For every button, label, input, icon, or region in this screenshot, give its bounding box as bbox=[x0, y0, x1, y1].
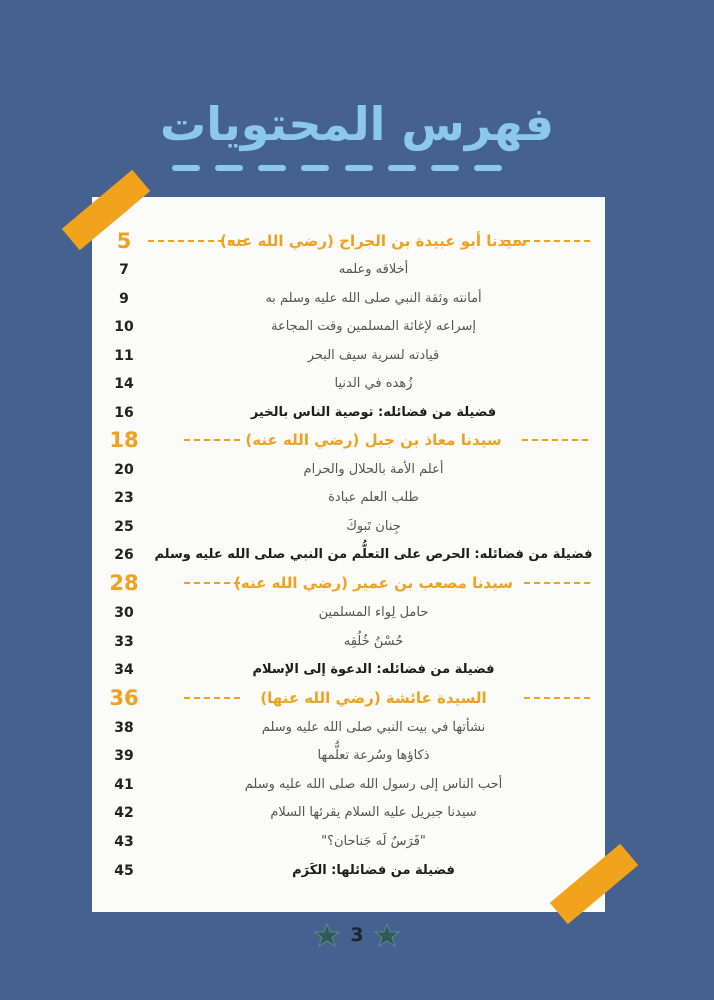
toc-item[interactable] bbox=[92, 484, 605, 512]
star-icon bbox=[314, 922, 340, 948]
toc-page-number: 42 bbox=[114, 805, 134, 821]
toc-item-title: فضيلة من فضائله: توصية الناس بالخير bbox=[250, 405, 497, 420]
toc-item-title: فضيلة من فضائله: الدعوة إلى الإسلام bbox=[252, 662, 495, 677]
toc-item[interactable] bbox=[92, 857, 605, 885]
toc-page-number: 41 bbox=[114, 777, 134, 793]
toc-item-title: إسراعه لإغاثة المسلمين وقت المجاعة bbox=[270, 319, 477, 334]
toc-item[interactable] bbox=[92, 714, 605, 742]
toc-item-title: طلب العلم عبادة bbox=[328, 490, 419, 505]
toc-item[interactable] bbox=[92, 399, 605, 427]
toc-item-title: حامل لِواء المسلمين bbox=[318, 605, 429, 620]
star-icon bbox=[374, 922, 400, 948]
toc-item-title: ذكاؤها وسُرعة تعلُّمها bbox=[317, 748, 430, 763]
toc-section-muadh[interactable] bbox=[92, 426, 605, 454]
toc-page-number: 5 bbox=[116, 229, 132, 253]
toc-item[interactable] bbox=[92, 799, 605, 827]
toc-item-title: حُسْنُ خُلُقِه bbox=[343, 634, 404, 649]
toc-item[interactable] bbox=[92, 285, 605, 313]
toc-item[interactable] bbox=[92, 370, 605, 398]
toc-item[interactable] bbox=[92, 628, 605, 656]
toc-item-title: "فَرَسٌ لَه جَناحان؟" bbox=[321, 834, 426, 849]
toc-section-title: سيدنا مصعب بن عمير (رضي الله عنه) bbox=[234, 574, 513, 592]
toc-item[interactable] bbox=[92, 771, 605, 799]
toc-item-title: سيدنا جبريل عليه السلام يقرئها السلام bbox=[270, 805, 477, 820]
toc-page-number: 7 bbox=[119, 262, 129, 278]
toc-item[interactable] bbox=[92, 513, 605, 541]
toc-section-title: سيدنا أبو عبيدة بن الجراح (رضي الله عنه) bbox=[219, 232, 528, 250]
page-footer bbox=[0, 918, 714, 952]
toc-item-title: أعلم الأمة بالحلال والحرام bbox=[303, 462, 444, 477]
toc-section-title: السيدة عائشة (رضي الله عنها) bbox=[260, 689, 487, 707]
toc-item-title: أحب الناس إلى رسول الله صلى الله عليه وسلم bbox=[244, 777, 503, 792]
toc-item-title: أخلاقه وعلمه bbox=[338, 262, 409, 277]
toc-page-number: 20 bbox=[114, 462, 134, 478]
toc-item[interactable] bbox=[92, 456, 605, 484]
toc-item[interactable] bbox=[92, 256, 605, 284]
toc-section-musab[interactable] bbox=[92, 569, 605, 597]
toc-section-abu-ubaidah[interactable] bbox=[92, 227, 605, 255]
toc-item-title: فضيلة من فضائلها: الكَرَم bbox=[292, 863, 455, 878]
toc-page-number: 43 bbox=[114, 834, 134, 850]
toc-page-number: 14 bbox=[114, 376, 134, 392]
toc-page-number: 45 bbox=[114, 863, 134, 879]
toc-page-number: 16 bbox=[114, 405, 134, 421]
page-number: 3 bbox=[350, 924, 364, 946]
toc-page-number: 9 bbox=[119, 291, 129, 307]
toc-item-title: جِنان تَبوكَ bbox=[346, 519, 401, 534]
toc-page-number: 26 bbox=[114, 547, 134, 563]
toc-item[interactable] bbox=[92, 599, 605, 627]
toc-page-number: 30 bbox=[114, 605, 134, 621]
toc-page-number: 18 bbox=[109, 428, 139, 452]
toc-page-number: 10 bbox=[114, 319, 134, 335]
toc-page-number: 25 bbox=[114, 519, 134, 535]
toc-page-number: 28 bbox=[109, 571, 139, 595]
toc-item[interactable] bbox=[92, 313, 605, 341]
toc-item[interactable] bbox=[92, 541, 605, 569]
toc-page-number: 39 bbox=[114, 748, 134, 764]
toc-item[interactable] bbox=[92, 828, 605, 856]
toc-section-aisha[interactable] bbox=[92, 684, 605, 712]
toc-item-title: قيادته لسرية سيف البحر bbox=[307, 348, 440, 363]
toc-page-number: 23 bbox=[114, 490, 134, 506]
toc-item-title: نشأتها في بيت النبي صلى الله عليه وسلم bbox=[261, 720, 486, 735]
page-title: فهرس المحتويات bbox=[159, 97, 554, 151]
toc-page-number: 33 bbox=[114, 634, 134, 650]
toc-page-number: 38 bbox=[114, 720, 134, 736]
toc-item-title: زُهده في الدنيا bbox=[334, 376, 413, 391]
toc-item[interactable] bbox=[92, 342, 605, 370]
title-underline bbox=[172, 165, 502, 173]
toc-item-title: أمانته وثقة النبي صلى الله عليه وسلم به bbox=[265, 291, 482, 306]
toc-section-title: سيدنا معاذ بن جبل (رضي الله عنه) bbox=[245, 431, 502, 449]
toc-page-number: 36 bbox=[109, 686, 139, 710]
toc-page-number: 11 bbox=[114, 348, 134, 364]
toc-item[interactable] bbox=[92, 742, 605, 770]
toc-item[interactable] bbox=[92, 656, 605, 684]
toc-page-number: 34 bbox=[114, 662, 134, 678]
toc-item-title: فضيلة من فضائله: الحرص على التعلُّم من النبي صلى الله عليه وسلم bbox=[154, 547, 593, 562]
